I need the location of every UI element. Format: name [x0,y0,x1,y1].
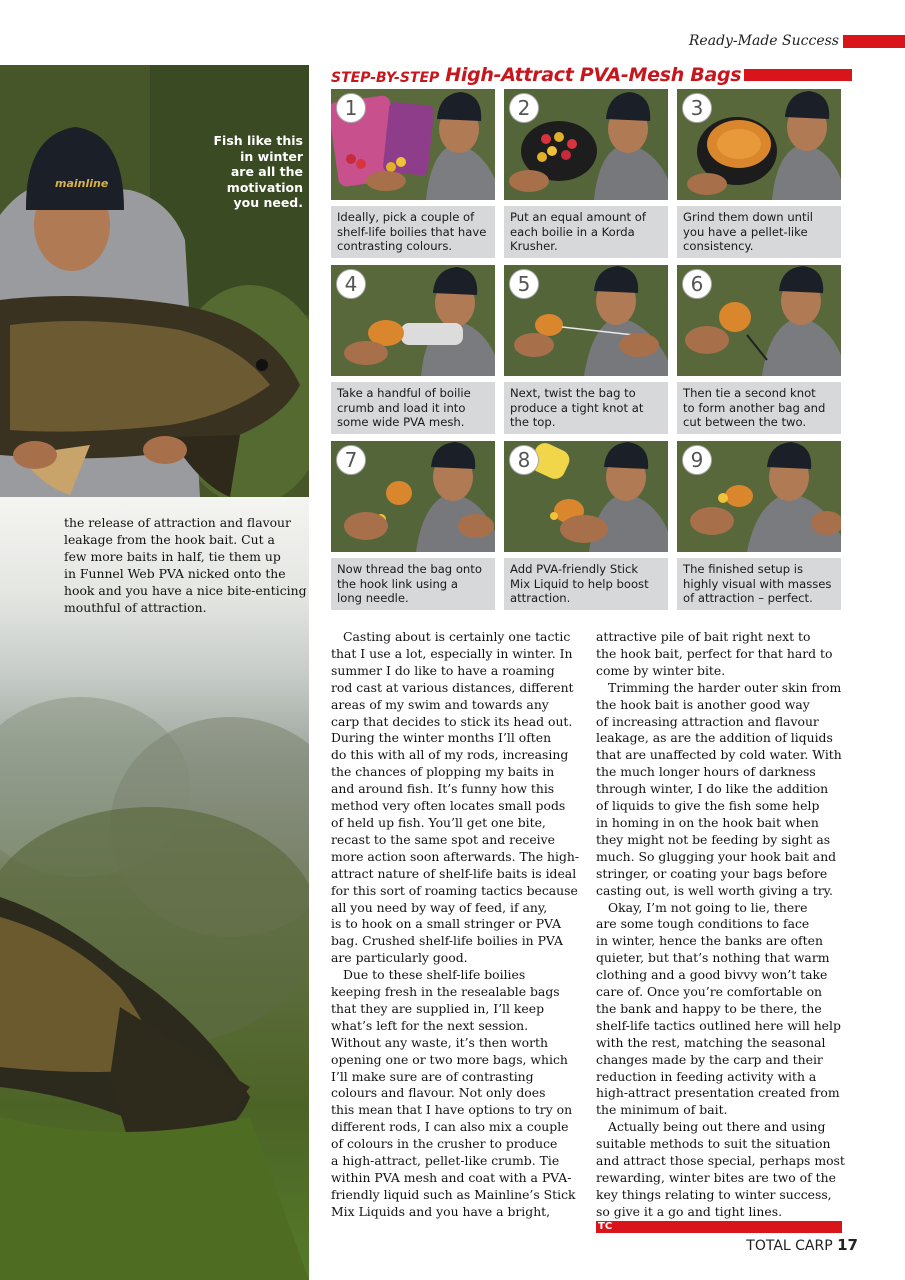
text-line: hook and you have a nice bite-enticing [64,583,307,598]
end-mark-logo: TC [596,1221,842,1233]
text-line: the chances of plopping my baits in [331,764,555,780]
caption-line: attraction. [510,591,571,605]
caption-line: are all the [230,164,303,179]
step-caption [331,558,495,610]
text-line: changes made by the carp and their [596,1051,823,1067]
step-caption [504,382,668,434]
step-number-badge: 2 [509,93,539,123]
text-line: mouthful of attraction. [64,600,207,615]
step-number-badge: 4 [336,269,366,299]
step-number-badge: 5 [509,269,539,299]
body-column-1 [331,629,580,1221]
text-line: do this with all of my rods, increasing [331,747,569,763]
caption-line: shelf-life boilies that have [337,224,487,239]
step-photo [331,89,495,200]
text-line: the much longer hours of darkness [596,764,816,780]
running-header [689,32,905,50]
caption-line: you have a pellet-like [683,224,808,239]
caption-line: The finished setup is [683,562,804,576]
text-line: different rods, I can also mix a couple [331,1119,569,1135]
caption-line: Ideally, pick a couple of [337,210,475,224]
angler-with-carp-photo [0,65,309,497]
text-line: is to hook on a small stringer or PVA [331,916,562,932]
text-line: carp that decides to stick its head out. [331,713,573,729]
caption-line: highly visual with masses [683,576,832,591]
photo-caption [200,133,303,211]
text-line: few more baits in half, tie them up [64,549,281,564]
caption-line: consistency. [683,239,754,253]
text-line: so give it a go and tight lines. [596,1203,783,1219]
text-line: summer I do like to have a roaming [331,662,555,678]
text-line: are particularly good. [331,950,468,966]
step-photo [504,441,668,552]
text-line: more action soon afterwards. The high- [331,848,580,864]
step-number-badge: 8 [509,445,539,475]
step-number-badge: 7 [336,445,366,475]
caption-line: Add PVA-friendly Stick [510,562,639,576]
last-text-line [596,1204,842,1233]
folio [746,1236,858,1254]
text-line: the minimum of bait. [596,1102,728,1118]
text-line: reduction in feeding activity with a [596,1068,817,1084]
heading-main: High-Attract PVA-Mesh Bags [445,64,742,86]
text-line: shelf-life tactics outlined here will help [596,1017,841,1033]
text-line: that they are supplied in, I’ll keep [331,1000,545,1016]
text-line: come by winter bite. [596,662,726,678]
text-line: in Funnel Web PVA nicked onto the [64,566,286,581]
header-red-bar [843,35,905,48]
step-photo [677,265,841,376]
caption-line: crumb and load it into [337,400,466,415]
step-caption [331,206,495,258]
text-line: recast to the same spot and receive [331,831,555,847]
text-line: of increasing attraction and flavour [596,713,819,729]
text-line: for this sort of roaming tactics because [331,882,578,898]
step-by-step-heading [331,62,852,86]
text-line: what’s left for the next session. [331,1017,529,1033]
text-line: this mean that I have options to try on [331,1102,573,1118]
caption-line: Fish like this [213,133,303,148]
text-line: Actually being out there and using [608,1119,826,1135]
caption-line: in winter [240,148,303,164]
caption-line: each boilie in a Korda [510,224,635,239]
body-column-2 [596,629,845,1233]
text-line: and attract those special, perhaps most [596,1153,845,1169]
page-number: 17 [837,1236,858,1254]
caption-line: you need. [233,195,303,210]
text-line: in winter, hence the banks are often [596,933,823,949]
caption-line: contrasting colours. [337,239,453,253]
step-photo [504,265,668,376]
step-caption [677,558,841,610]
text-line: a high-attract, pellet-like crumb. Tie [331,1153,560,1169]
text-line: that are unaffected by cold water. With [596,747,842,763]
text-line: leakage, as are the addition of liquids [596,730,833,746]
text-line: areas of my swim and towards any [331,696,549,712]
running-title: Ready-Made Success [688,33,839,49]
caption-line: Grind them down until [683,210,814,224]
text-line: are some tough conditions to face [596,916,810,932]
caption-line: Then tie a second knot [683,386,816,400]
caption-line: of attraction – perfect. [683,591,813,605]
caption-line: to form another bag and [683,400,826,415]
text-line: clothing and a good bivvy won’t take [596,967,828,983]
magazine-name: TOTAL CARP [746,1238,833,1254]
text-line: casting out, is well worth giving a try. [596,882,833,898]
caption-line: Now thread the bag onto [337,562,482,576]
text-line: bag. Crushed shelf-life boilies in PVA [331,933,563,949]
step-caption [677,382,841,434]
text-line: suitable methods to suit the situation [596,1136,831,1152]
step-photo [331,441,495,552]
caption-line: the hook link using a [337,576,458,591]
text-line: all you need by way of feed, if any, [331,899,548,915]
text-line: keeping fresh in the resealable bags [331,984,560,1000]
step-number-badge: 9 [682,445,712,475]
text-line: of held up fish. You’ll get one bite, [331,814,546,830]
caption-line: some wide PVA mesh. [337,415,465,429]
caption-line: cut between the two. [683,415,807,429]
text-line: with the rest, matching the seasonal [596,1034,826,1050]
step-photo [677,441,841,552]
caption-line: Put an equal amount of [510,210,646,224]
text-line: and around fish. It’s funny how this [331,781,555,797]
text-line: Trimming the harder outer skin from [608,679,842,695]
text-line: within PVA mesh and coat with a PVA- [331,1170,572,1185]
text-line: quieter, but that’s nothing that warm [596,950,830,966]
text-line: Okay, I’m not going to lie, there [608,899,808,915]
text-line: opening one or two more bags, which [331,1051,568,1067]
text-line: in homing in on the hook bait when [596,814,819,830]
caption-line: Mix Liquid to help boost [510,576,649,591]
text-line: they might not be feeding by sight as [596,831,831,847]
text-line: the hook bait is another good way [596,696,810,712]
text-line: rod cast at various distances, different [331,679,574,695]
text-line: the release of attraction and flavour [64,515,291,530]
text-line: care of. Once you’re comfortable on [596,984,823,1000]
cap-logo: mainline [55,177,109,190]
text-line: Without any waste, it’s then worth [331,1034,548,1050]
text-line: key things relating to winter success, [596,1186,832,1202]
step-caption [677,206,841,258]
text-line: I’ll make sure are of contrasting [331,1068,534,1084]
step-caption [504,558,668,610]
text-line: Mix Liquids and you have a bright, [331,1203,551,1219]
caption-line: Next, twist the bag to [510,386,636,400]
caption-line: Krusher. [510,239,558,253]
step-number-badge: 6 [682,269,712,299]
text-line: attractive pile of bait right next to [596,629,811,644]
text-line: of colours in the crusher to produce [331,1136,558,1152]
step-number-badge: 1 [336,93,366,123]
text-line: Due to these shelf-life boilies [343,967,526,983]
text-line: high-attract presentation created from [596,1085,840,1101]
step-caption [331,382,495,434]
heading-kicker: STEP-BY-STEP [331,70,440,86]
text-line: friendly liquid such as Mainline’s Stick [331,1186,576,1202]
step-number-badge: 3 [682,93,712,123]
text-line: method very often locates small pods [331,798,566,814]
text-line: of liquids to give the fish some help [596,798,820,814]
text-line: the hook bait, perfect for that hard to [596,645,833,661]
text-line: that I use a lot, especially in winter. In [331,645,573,661]
angler-photo-illustration [0,65,309,497]
step-photo [331,265,495,376]
caption-line: motivation [226,179,303,195]
step-caption [504,206,668,258]
caption-line: long needle. [337,591,409,605]
text-line: the bank and happy to be there, the [596,1000,822,1016]
text-line: colours and flavour. Not only does [331,1085,546,1101]
step-photo [677,89,841,200]
text-line: leakage from the hook bait. Cut a [64,532,275,547]
step-photo [504,89,668,200]
text-line: through winter, I do like the addition [596,781,829,797]
text-line: rewarding, winter bites are two of the [596,1170,836,1185]
text-line: stringer, or coating your bags before [596,865,828,881]
caption-line: the top. [510,415,556,429]
caption-line: produce a tight knot at [510,400,644,415]
text-line: much. So glugging your hook bait and [596,848,837,864]
text-line: Casting about is certainly one tactic [343,629,571,644]
text-line: attract nature of shelf-life baits is ideal [331,865,577,881]
text-line: During the winter months I’ll often [331,730,552,746]
left-column-text [64,514,308,616]
heading-red-bar [744,69,852,81]
caption-line: Take a handful of boilie [337,386,471,400]
